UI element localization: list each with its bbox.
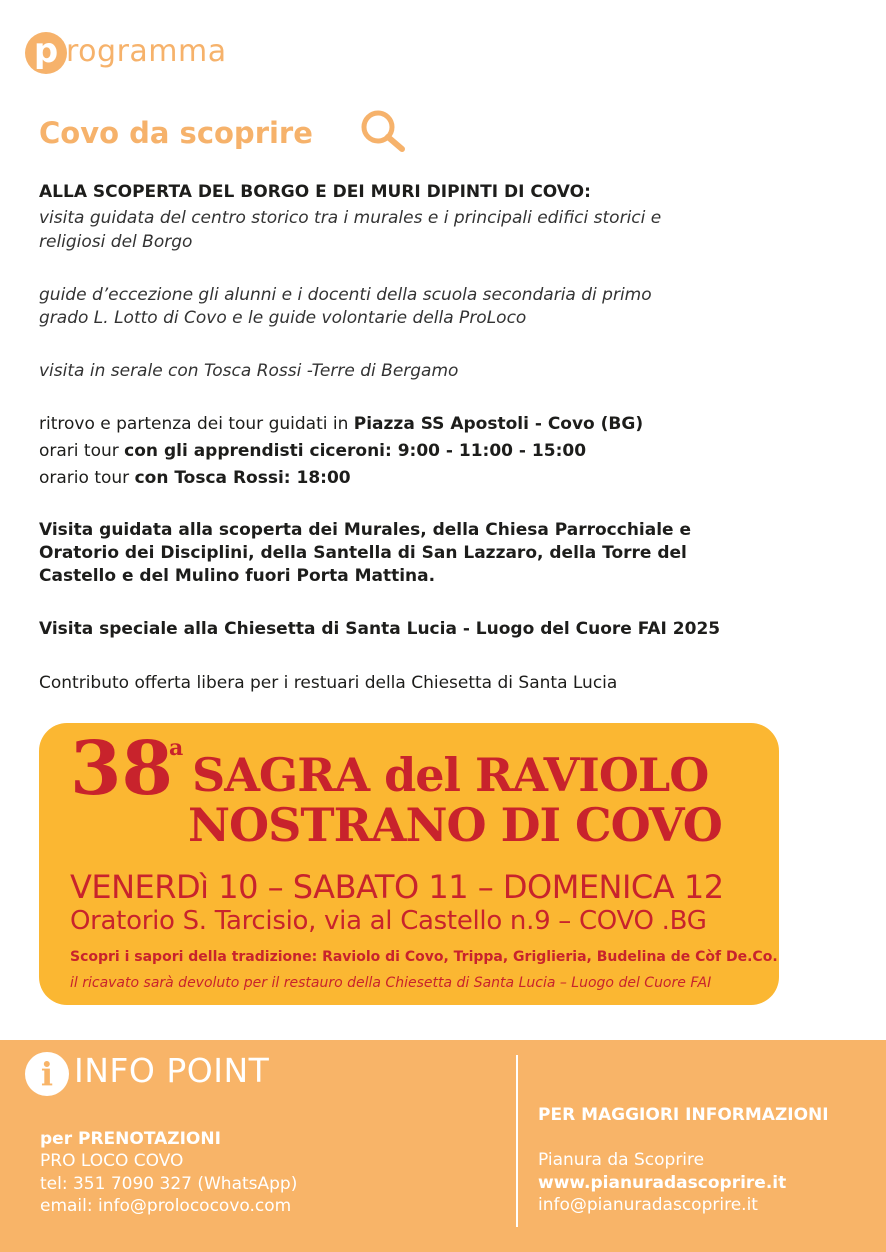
tour-times-1 <box>39 440 739 463</box>
tour1-value: con gli apprendisti ciceroni: 9:00 - 11:00 - 15:00 <box>124 441 587 461</box>
booking-phone[interactable]: tel: 351 7090 327 (WhatsApp) <box>40 1174 298 1194</box>
more-info-org: Pianura da Scoprire <box>538 1150 705 1170</box>
sagra-proceeds: il ricavato sarà devoluto per il restauro della Chiesetta di Santa Lucia – Luogo del Cuore FAI <box>70 975 712 991</box>
sagra-venue: Oratorio S. Tarcisio, via al Castello n.9 – COVO .BG <box>70 906 707 936</box>
meeting-place: Piazza SS Apostoli - Covo (BG) <box>353 414 644 434</box>
tour2-label: orario tour <box>39 468 135 488</box>
contribution: Contributo offerta libera per i restuari della Chiesetta di Santa Lucia <box>39 673 618 693</box>
visit-line-3: Castello e del Mulino fuori Porta Mattina. <box>39 566 436 586</box>
booking-email[interactable]: email: info@prolococovo.com <box>40 1196 292 1216</box>
visit-line-1: Visita guidata alla scoperta dei Murales, della Chiesa Parrocchiale e <box>39 520 692 540</box>
more-info-email[interactable]: info@pianuradascoprire.it <box>538 1195 758 1215</box>
logo-wordmark: rogramma <box>66 34 227 69</box>
magnifier-icon <box>358 108 408 154</box>
footer-divider <box>516 1055 518 1227</box>
section-title: Covo da scoprire <box>39 116 313 150</box>
logo-letter: p <box>33 31 59 71</box>
guides-line-1: guide d’eccezione gli alunni e i docenti della scuola secondaria di primo <box>39 285 652 305</box>
sagra-title-line1: SAGRA del RAVIOLO <box>192 748 709 802</box>
sagra-title-line2: NOSTRANO DI COVO <box>188 798 722 852</box>
tour-times-2 <box>39 467 739 490</box>
sagra-edition-ordinal: a <box>169 735 184 761</box>
meeting-label: ritrovo e partenza dei tour guidati in <box>39 414 354 434</box>
more-info-website[interactable]: www.pianuradascoprire.it <box>538 1173 787 1193</box>
tour2-value: con Tosca Rossi: 18:00 <box>134 468 351 488</box>
sagra-edition-number: 38 <box>70 726 173 812</box>
tour1-label: orari tour <box>39 441 125 461</box>
info-title: INFO POINT <box>74 1051 270 1090</box>
intro-line-1: visita guidata del centro storico tra i murales e i principali edifici storici e <box>39 208 662 228</box>
sagra-dates: VENERDì 10 – SABATO 11 – DOMENICA 12 <box>70 868 724 906</box>
intro-line-2: religiosi del Borgo <box>39 232 193 252</box>
booking-org: PRO LOCO COVO <box>40 1151 184 1171</box>
meeting-point <box>39 413 739 436</box>
sagra-flavors: Scopri i sapori della tradizione: Raviolo di Covo, Trippa, Griglieria, Budelina de Còf De.Co. <box>70 949 778 965</box>
booking-label: per PRENOTAZIONI <box>40 1129 221 1149</box>
special-visit: Visita speciale alla Chiesetta di Santa Lucia - Luogo del Cuore FAI 2025 <box>39 619 721 639</box>
more-info-label: PER MAGGIORI INFORMAZIONI <box>538 1105 829 1125</box>
info-icon-letter: i <box>40 1055 54 1093</box>
visit-line-2: Oratorio dei Disciplini, della Santella di San Lazzaro, della Torre del <box>39 543 687 563</box>
evening-visit: visita in serale con Tosca Rossi -Terre di Bergamo <box>39 361 459 381</box>
guides-line-2: grado L. Lotto di Covo e le guide volontarie della ProLoco <box>39 308 527 328</box>
content-heading: ALLA SCOPERTA DEL BORGO E DEI MURI DIPINTI DI COVO: <box>39 182 591 202</box>
